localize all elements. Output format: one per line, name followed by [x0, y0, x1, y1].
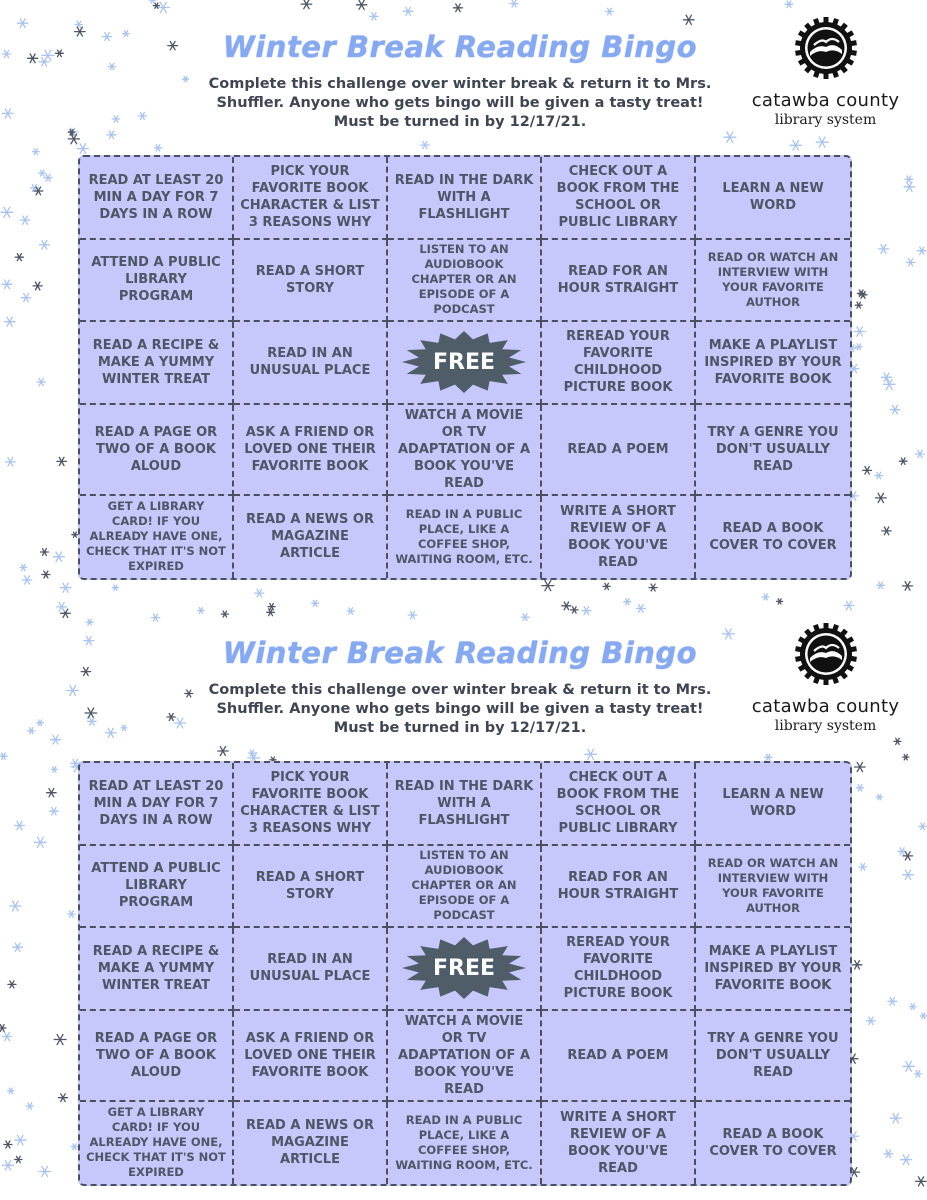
bingo-cell [234, 157, 388, 240]
bingo-cell-text: MAKE A PLAYLIST INSPIRED BY YOUR FAVORITE BOOK [704, 337, 842, 387]
library-name: catawba county [751, 696, 900, 717]
bingo-cell [234, 928, 388, 1011]
library-subtitle: library system [774, 112, 877, 128]
instructions: Complete this challenge over winter break & return it to Mrs. Shuffler. Anyone who gets bingo will be given a tasty treat! Must be turned in by 12/17/21. [208, 76, 712, 130]
free-space [388, 928, 542, 1011]
bingo-cell [80, 405, 234, 496]
bingo-cell-text: CHECK OUT A BOOK FROM THE SCHOOL OR PUBLIC LIBRARY [556, 164, 680, 231]
bingo-cell [80, 928, 234, 1011]
bingo-cell-text: READ IN THE DARK WITH A FLASHLIGHT [394, 778, 534, 828]
bingo-cell-text: ASK A FRIEND OR LOVED ONE THEIR FAVORITE BOOK [244, 424, 376, 474]
bingo-cell [696, 240, 850, 323]
bingo-cell-text: READ AT LEAST 20 MIN A DAY FOR 7 DAYS IN A ROW [88, 778, 224, 828]
bingo-cell [388, 240, 542, 323]
bingo-sheet-2 [0, 606, 927, 1200]
bingo-cell-text: LEARN A NEW WORD [722, 787, 824, 820]
bingo-cell-text: PICK YOUR FAVORITE BOOK CHARACTER & LIST 3 REASONS WHY [240, 770, 380, 837]
bingo-cell-text: READ A SHORT STORY [255, 263, 365, 296]
bingo-cell-text: REREAD YOUR FAVORITE CHILDHOOD PICTURE BOOK [563, 329, 673, 396]
bingo-cell-text: LEARN A NEW WORD [722, 181, 824, 214]
bingo-cell-text: READ IN THE DARK WITH A FLASHLIGHT [394, 172, 534, 222]
bingo-cell-text: WATCH A MOVIE OR TV ADAPTATION OF A BOOK YOU'VE READ [397, 407, 531, 491]
free-label: FREE [432, 955, 496, 981]
bingo-cell-text: READ A RECIPE & MAKE A YUMMY WINTER TREAT [92, 337, 220, 387]
bingo-cell [542, 496, 696, 579]
bingo-cell [388, 157, 542, 240]
bingo-cell [542, 240, 696, 323]
sheet-title: Winter Break Reading Bingo [222, 30, 698, 64]
bingo-cell-text: READ A NEWS OR MAGAZINE ARTICLE [246, 1118, 374, 1168]
bingo-cell-text: CHECK OUT A BOOK FROM THE SCHOOL OR PUBLIC LIBRARY [556, 770, 680, 837]
bingo-cell-text: READ OR WATCH AN INTERVIEW WITH YOUR FAVORITE AUTHOR [707, 249, 839, 309]
bingo-cell [696, 1102, 850, 1185]
bingo-cell [542, 405, 696, 496]
bingo-cell-text: ATTEND A PUBLIC LIBRARY PROGRAM [91, 861, 221, 911]
library-logo [738, 14, 913, 129]
bingo-cell-text: READ OR WATCH AN INTERVIEW WITH YOUR FAVORITE AUTHOR [707, 855, 839, 915]
bingo-cell-text: READ A POEM [567, 1047, 669, 1063]
bingo-cell-text: READ A PAGE OR TWO OF A BOOK ALOUD [94, 1030, 218, 1080]
bingo-cell-text: READ FOR AN HOUR STRAIGHT [557, 869, 679, 902]
bingo-cell-text: ASK A FRIEND OR LOVED ONE THEIR FAVORITE BOOK [244, 1030, 376, 1080]
bingo-cell [80, 157, 234, 240]
starburst-badge-icon [400, 327, 528, 397]
bingo-cell [542, 1102, 696, 1185]
free-label: FREE [432, 349, 496, 375]
bingo-cell-text: PICK YOUR FAVORITE BOOK CHARACTER & LIST 3 REASONS WHY [240, 164, 380, 231]
bingo-cell-text: ATTEND A PUBLIC LIBRARY PROGRAM [91, 255, 221, 305]
bingo-cell [234, 405, 388, 496]
library-subtitle: library system [774, 718, 877, 734]
bingo-cell [388, 1011, 542, 1102]
bingo-cell-text: READ A PAGE OR TWO OF A BOOK ALOUD [94, 424, 218, 474]
bingo-cell-text: WRITE A SHORT REVIEW OF A BOOK YOU'VE READ [560, 1109, 676, 1176]
bingo-cell [388, 763, 542, 846]
bingo-cell [234, 1011, 388, 1102]
bingo-cell [80, 846, 234, 929]
bingo-cell-text: READ A NEWS OR MAGAZINE ARTICLE [246, 512, 374, 562]
bingo-cell [696, 322, 850, 405]
bingo-cell [388, 496, 542, 579]
bingo-grid [78, 155, 852, 580]
bingo-cell-text: READ FOR AN HOUR STRAIGHT [557, 263, 679, 296]
bingo-cell [388, 1102, 542, 1185]
bingo-grid [78, 761, 852, 1186]
bingo-cell [234, 763, 388, 846]
bingo-cell [234, 322, 388, 405]
bingo-cell [696, 405, 850, 496]
bingo-cell-text: GET A LIBRARY CARD! IF YOU ALREADY HAVE ONE, CHECK THAT IT'S NOT EXPIRED [86, 1105, 226, 1180]
bingo-cell [80, 1011, 234, 1102]
bingo-cell-text: TRY A GENRE YOU DON'T USUALLY READ [707, 1030, 839, 1080]
bingo-cell [80, 496, 234, 579]
instructions: Complete this challenge over winter break & return it to Mrs. Shuffler. Anyone who gets bingo will be given a tasty treat! Must be turned in by 12/17/21. [208, 682, 712, 736]
bingo-cell-text: READ IN AN UNUSUAL PLACE [249, 346, 371, 379]
bingo-cell [696, 1011, 850, 1102]
bingo-cell-text: REREAD YOUR FAVORITE CHILDHOOD PICTURE BOOK [563, 935, 673, 1002]
bingo-cell-text: WATCH A MOVIE OR TV ADAPTATION OF A BOOK YOU'VE READ [397, 1013, 531, 1097]
bingo-cell [234, 846, 388, 929]
bingo-cell-text: TRY A GENRE YOU DON'T USUALLY READ [707, 424, 839, 474]
bingo-cell [234, 496, 388, 579]
bingo-cell [696, 496, 850, 579]
sheet-title: Winter Break Reading Bingo [222, 636, 698, 670]
bingo-cell [696, 928, 850, 1011]
bingo-cell-text: READ A BOOK COVER TO COVER [709, 520, 837, 553]
bingo-cell [80, 1102, 234, 1185]
bingo-cell-text: READ IN A PUBLIC PLACE, LIKE A COFFEE SHOP, WAITING ROOM, ETC. [395, 506, 533, 566]
bingo-cell [234, 240, 388, 323]
starburst-badge-icon [400, 933, 528, 1003]
bingo-cell-text: READ IN A PUBLIC PLACE, LIKE A COFFEE SHOP, WAITING ROOM, ETC. [395, 1112, 533, 1172]
bingo-cell [388, 405, 542, 496]
bingo-cell-text: READ A RECIPE & MAKE A YUMMY WINTER TREAT [92, 943, 220, 993]
bingo-cell [388, 846, 542, 929]
bingo-cell [542, 846, 696, 929]
bingo-cell [542, 763, 696, 846]
bingo-cell [696, 763, 850, 846]
bingo-cell-text: READ IN AN UNUSUAL PLACE [249, 952, 371, 985]
library-logo [738, 620, 913, 735]
free-space [388, 322, 542, 405]
library-gear-book-icon [792, 620, 860, 688]
bingo-cell [542, 1011, 696, 1102]
bingo-cell [542, 157, 696, 240]
bingo-cell [542, 322, 696, 405]
library-name: catawba county [751, 90, 900, 111]
bingo-cell [80, 763, 234, 846]
bingo-cell-text: GET A LIBRARY CARD! IF YOU ALREADY HAVE ONE, CHECK THAT IT'S NOT EXPIRED [86, 499, 226, 574]
bingo-cell [80, 322, 234, 405]
bingo-cell-text: READ AT LEAST 20 MIN A DAY FOR 7 DAYS IN A ROW [88, 172, 224, 222]
bingo-cell-text: READ A POEM [567, 441, 669, 457]
bingo-cell [696, 157, 850, 240]
bingo-cell-text: WRITE A SHORT REVIEW OF A BOOK YOU'VE READ [560, 503, 676, 570]
bingo-cell [234, 1102, 388, 1185]
bingo-cell [696, 846, 850, 929]
bingo-cell [542, 928, 696, 1011]
bingo-cell-text: MAKE A PLAYLIST INSPIRED BY YOUR FAVORITE BOOK [704, 943, 842, 993]
library-gear-book-icon [792, 14, 860, 82]
bingo-cell [80, 240, 234, 323]
bingo-cell-text: READ A BOOK COVER TO COVER [709, 1126, 837, 1159]
bingo-cell-text: LISTEN TO AN AUDIOBOOK CHAPTER OR AN EPISODE OF A PODCAST [411, 848, 517, 923]
bingo-cell-text: LISTEN TO AN AUDIOBOOK CHAPTER OR AN EPISODE OF A PODCAST [411, 242, 517, 317]
bingo-cell-text: READ A SHORT STORY [255, 869, 365, 902]
